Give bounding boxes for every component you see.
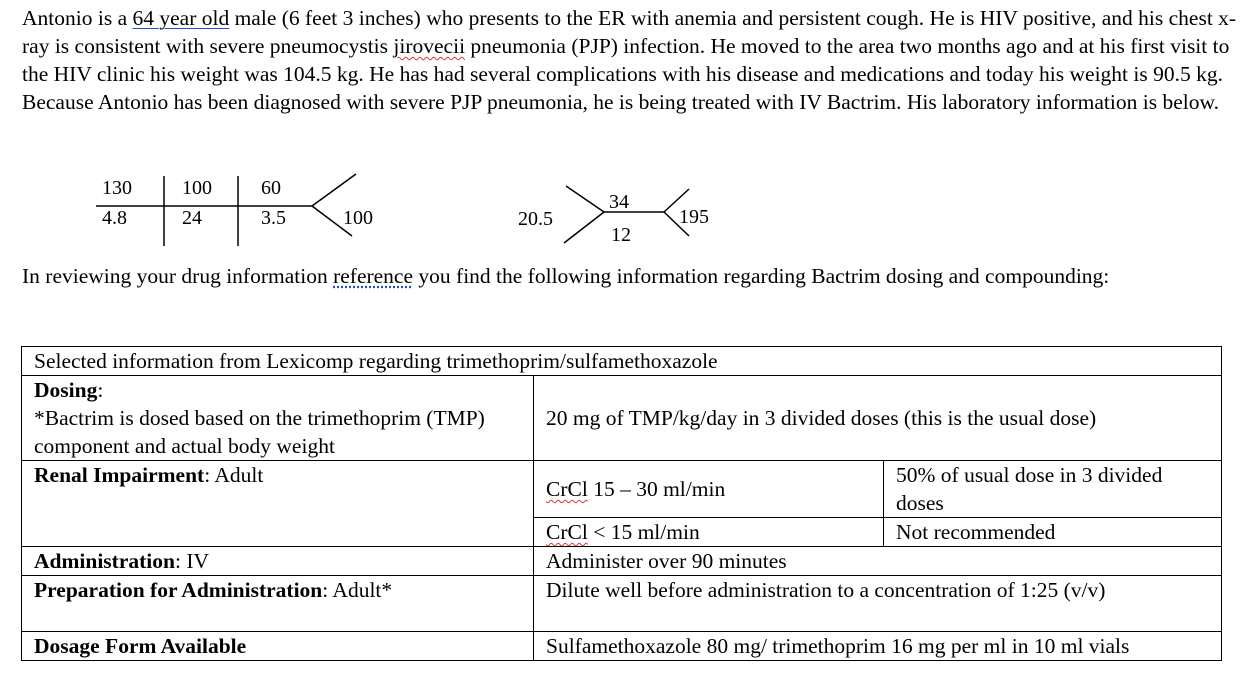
hematocrit-value: 12: [611, 224, 631, 246]
crcl-range-1-dose: 50% of usual dose in 3 divided doses: [884, 461, 1222, 518]
potassium-value: 4.8: [102, 207, 127, 229]
chloride-value: 100: [182, 177, 212, 199]
platelet-value: 195: [679, 206, 709, 228]
creatinine-value: 3.5: [261, 207, 286, 229]
organism-text: jirovecii: [393, 34, 466, 58]
administration-value: Administer over 90 minutes: [534, 547, 1222, 576]
hemoglobin-value: 34: [609, 191, 629, 213]
dosing-cell: Dosing: *Bactrim is dosed based on the trimethoprim (TMP) component and actual body weight: [22, 376, 534, 461]
sodium-value: 130: [102, 177, 132, 199]
table-header: Selected information from Lexicomp regarding trimethoprim/sulfamethoxazole: [22, 347, 1222, 376]
preparation-value: Dilute well before administration to a concentration of 1:25 (v/v): [534, 576, 1222, 632]
lexicomp-table: [21, 346, 1222, 661]
renal-cell: Renal Impairment: Adult: [22, 461, 534, 547]
crcl-range-1: CrCl 15 – 30 ml/min: [534, 461, 884, 518]
co2-value: 24: [182, 207, 202, 229]
reference-link: reference: [333, 264, 414, 288]
reviewing-paragraph: In reviewing your drug information reference you find the following information regarding Bactrim dosing and compounding:: [22, 264, 1110, 288]
administration-cell: Administration: IV: [22, 547, 534, 576]
dosage-form-cell: Dosage Form Available: [22, 632, 534, 661]
crcl-range-2-dose: Not recommended: [884, 518, 1222, 547]
age-text: 64 year old: [132, 6, 230, 30]
crcl-range-2: CrCl < 15 ml/min: [534, 518, 884, 547]
dosing-note: *Bactrim is dosed based on the trimethoprim (TMP) component and actual body weight: [34, 406, 485, 458]
patient-case-paragraph: Antonio is a 64 year old male (6 feet 3 inches) who presents to the ER with anemia and persistent cough. He is HIV positive, and his chest x-ray is consistent with severe pneumocystis jirovecii pneumonia (PJP) infection. He moved to the area two months ago and at his first visit to the HIV clinic his weight was 104.5 kg. He has had several complications with his disease and medications and today his weight is 90.5 kg. Because Antonio has been diagnosed with severe PJP pneumonia, he is being treated with IV Bactrim. His laboratory information is below.: [22, 6, 1237, 114]
bun-value: 60: [261, 177, 281, 199]
preparation-cell: Preparation for Administration: Adult*: [22, 576, 534, 632]
dosage-form-value: Sulfamethoxazole 80 mg/ trimethoprim 16 mg per ml in 10 ml vials: [534, 632, 1222, 661]
dosing-value: 20 mg of TMP/kg/day in 3 divided doses (this is the usual dose): [534, 376, 1222, 461]
wbc-value: 20.5: [518, 208, 553, 230]
glucose-value: 100: [343, 207, 373, 229]
